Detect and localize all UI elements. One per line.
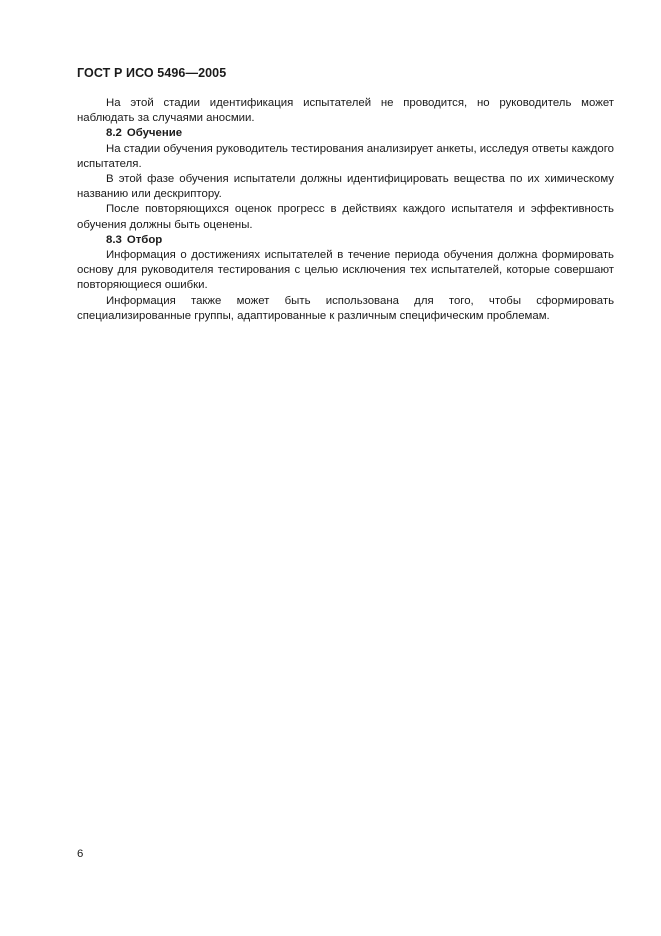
section-number: 8.3	[106, 233, 122, 246]
intro-paragraph: На этой стадии идентификация испытателей не проводится, но руководитель может наблюдать за случаями аносмии.	[77, 97, 614, 125]
document-body	[77, 96, 614, 324]
section-8-2-paragraph-1: На стадии обучения руководитель тестирования анализирует анкеты, исследуя ответы каждого испытателя.	[77, 142, 614, 170]
section-8-3-paragraph-2: Информация также может быть использована для того, чтобы сформировать специализированные группы, адаптированные к различным специфическим проблемам.	[77, 294, 614, 322]
section-title: Обучение	[126, 127, 183, 140]
section-8-3-paragraph-1: Информация о достижениях испытателей в течение периода обучения должна формировать основу для руководителя тестирования с целью исключения тех испытателей, которые совершают повторяющиеся ошибки.	[77, 249, 614, 292]
section-8-2-paragraph-3: После повторяющихся оценок прогресс в действиях каждого испытателя и эффективность обучения должны быть оценены.	[77, 203, 614, 231]
section-title: Отбор	[126, 233, 163, 246]
page-number: 6	[77, 848, 84, 860]
section-heading-8-3	[77, 233, 614, 248]
section-heading-8-2	[77, 126, 614, 141]
page-header: ГОСТ Р ИСО 5496—2005	[77, 66, 227, 80]
section-8-2-paragraph-2: В этой фазе обучения испытатели должны идентифицировать вещества по их химическому названию или дескриптору.	[77, 173, 614, 201]
section-number: 8.2	[106, 127, 122, 140]
